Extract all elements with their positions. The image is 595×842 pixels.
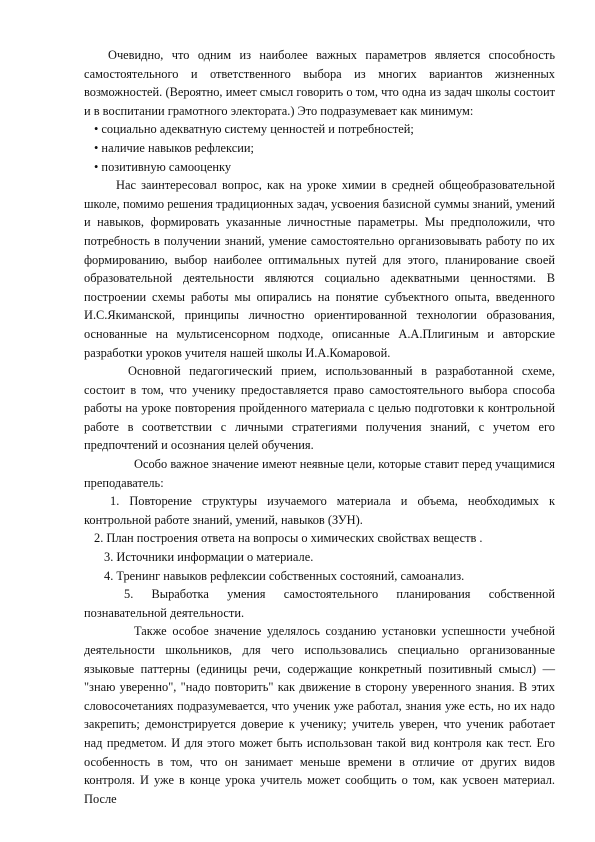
list-item: 4. Тренинг навыков рефлексии собственных состояний, самоанализ. (104, 568, 465, 583)
list-item: 3. Источники информации о материале. (104, 550, 314, 565)
paragraph-success-setting: Также особое значение уделялось созданию установки успешности учебной деятельности школьников, для чего использовались специально организованные языковые паттерны (единицы речи, содержащие конкретный позитивный смысл) — "знаю уверенно", "надо повторить" как движение в сторону уверенного знания. В этих словосочетаниях подразумевается, что ученик уже работал, знания уже есть, но их надо закрепить; демонстрируется доверие к ученику; учитель уверен, что ученик работает над предметом. И для этого может быть использован такой вид контроля как тест. Его особенность в том, что он занимает меньше времени в отличие от других видов контроля. И уже в конце урока учитель может сообщить о том, как усвоен материал. После (84, 624, 555, 806)
paragraph-intro: Очевидно, что одним из наиболее важных параметров является способность самостоятельного и ответственного выбора из многих вариантов жизненных возможностей. (Вероятно, имеет смысл говорить о том, что одна из задач школы состоит и в воспитании грамотного электората.) Это подразумевает как минимум: (84, 48, 555, 118)
paragraph-implicit-goals: Особо важное значение имеют неявные цели, которые ставит перед учащимися преподаватель: (84, 457, 555, 490)
list-item: 1. Повторение структуры изучаемого материала и объема, необходимых к контрольной работе знаний, умений, навыков (ЗУН). (84, 494, 555, 527)
bullet-item: • позитивную самооценку (94, 159, 232, 174)
bullet-item: • наличие навыков рефлексии; (94, 140, 254, 155)
paragraph-main-technique: Основной педагогический прием, использованный в разработанной схеме, состоит в том, что ученику предоставляется право самостоятельного выбора способа работы на уроке повторения пройденного материала с целью подготовки к контрольной работе в соответствии с личными стратегиями получения знаний, с учетом его предпочтений и осознания целей обучения. (84, 364, 555, 453)
document-page (84, 46, 555, 808)
list-item: 2. План построения ответа на вопросы о химических свойствах веществ . (94, 531, 483, 546)
bullet-item: • социально адекватную систему ценностей и потребностей; (94, 122, 414, 137)
paragraph-research-question: Нас заинтересовал вопрос, как на уроке химии в средней общеобразовательной школе, помимо решения традиционных задач, усвоения базисной суммы знаний, умений и навыков, формировать указанные личностные параметры. Мы предположили, что потребность в получении знаний, умение самостоятельно организовывать работу по их формированию, выбор наиболее оптимальных путей для этого, планирование своей образовательной деятельности являются социально адекватными ценностями. В построении схемы работы мы опирались на понятие субъектного опыта, введенного И.С.Якиманской, принципы личностно ориентированной технологии образования, основанные на мультисенсорном подходе, описанные А.А.Плигиным и авторские разработки уроков учителя нашей школы И.А.Комаровой. (84, 178, 555, 360)
list-item: 5. Выработка умения самостоятельного планирования собственной познавательной деятельности. (84, 587, 555, 620)
